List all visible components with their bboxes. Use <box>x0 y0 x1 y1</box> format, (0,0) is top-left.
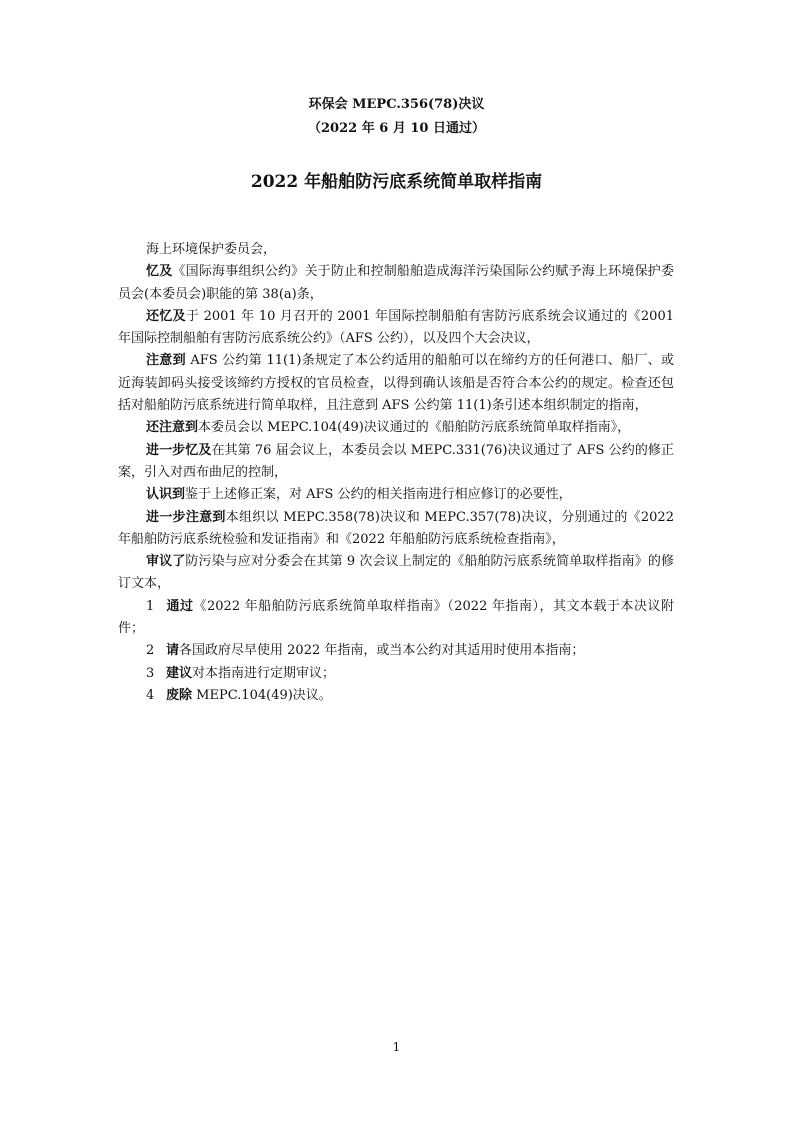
preamble-text: 于 2001 年 10 月召开的 2001 年国际控制船舶有害防污底系统会议通过的《2001 年国际控制船舶有害防污底系统公约》（AFS 公约），以及四个大会决议， <box>118 308 674 347</box>
preamble-lead: 忆及 <box>146 264 173 280</box>
preamble-paragraph <box>118 484 674 506</box>
operative-text: MEPC.104(49)决议。 <box>192 687 332 703</box>
preamble-text: 本组织以 MEPC.358(78)决议和 MEPC.357(78)决议，分别通过的《2022 年船舶防污底系统检验和发证指南》和《2022 年船舶防污底系统检查指南》， <box>118 509 674 547</box>
preamble-text: AFS 公约第 11(1)条规定了本公约适用的船舶可以在缔约方的任何港口、船厂、或近海装卸码头接受该缔约方授权的官员检查，以得到确认该船是否符合本公约的规定。检查还包括对船舶防污底系统进行简单取样，且注意到 AFS 公约第 11(1)条引述本组织制定的指南， <box>118 353 674 414</box>
preamble-text: 鉴于上述修正案，对 AFS 公约的相关指南进行相应修订的必要性， <box>185 487 572 503</box>
preamble-lead: 进一步忆及 <box>146 442 212 458</box>
operative-lead: 废除 <box>166 687 193 703</box>
operative-text: 各国政府尽早使用 2022 年指南，或当本公约对其适用时使用本指南； <box>179 643 585 659</box>
operative-number: 4 <box>146 687 155 703</box>
operative-number: 2 <box>146 643 155 659</box>
preamble-paragraph <box>118 350 674 417</box>
operative-text: 对本指南进行定期审议； <box>192 665 336 681</box>
preamble-lead: 注意到 <box>146 353 186 369</box>
preamble-lead: 审议了 <box>146 554 186 570</box>
preamble-paragraph <box>118 261 674 306</box>
preamble-lead: 还忆及 <box>146 308 186 324</box>
preamble-lead: 还注意到 <box>146 420 199 436</box>
preamble-text: 本委员会以 MEPC.104(49)决议通过的《船舶防污底系统简单取样指南》， <box>198 420 631 436</box>
preamble-paragraph <box>118 239 674 261</box>
operative-paragraph <box>118 640 674 662</box>
resolution-header <box>0 93 793 141</box>
operative-lead: 通过 <box>166 598 194 614</box>
preamble-paragraph <box>118 551 674 596</box>
preamble-text: 在其第 76 届会议上，本委员会以 MEPC.331(76)决议通过了 AFS 公约的修正案，引入对西布曲尼的控制， <box>118 442 674 480</box>
adoption-date: （2022 年 6 月 10 日通过） <box>308 121 485 136</box>
operative-lead: 请 <box>166 643 180 659</box>
page-number: 1 <box>392 1040 401 1054</box>
preamble-text: 《国际海事组织公约》关于防止和控制船舶造成海洋污染国际公约赋予海上环境保护委员会(本委员会)职能的第 38(a)条， <box>118 264 674 302</box>
preamble-text: 防污染与应对分委会在其第 9 次会议上制定的《船舶防污底系统简单取样指南》的修订文本， <box>118 554 674 592</box>
operative-number: 3 <box>146 665 155 681</box>
operative-paragraph <box>118 663 674 685</box>
document-body <box>118 239 674 707</box>
operative-paragraph <box>118 596 674 641</box>
resolution-number: 环保会 MEPC.356(78)决议 <box>308 97 485 112</box>
preamble-paragraph <box>118 306 674 351</box>
operative-paragraph <box>118 685 674 707</box>
preamble-paragraph <box>118 440 674 485</box>
preamble-lead: 认识到 <box>146 487 186 503</box>
operative-text: 《2022 年船舶防污底系统简单取样指南》（2022 年指南），其文本载于本决议附件； <box>118 598 674 637</box>
preamble-paragraph <box>118 507 674 552</box>
document-title: 2022 年船舶防污底系统简单取样指南 <box>250 172 543 192</box>
operative-lead: 建议 <box>166 665 193 681</box>
preamble-text: 海上环境保护委员会， <box>146 242 277 257</box>
preamble-paragraph <box>118 417 674 439</box>
preamble-lead: 进一步注意到 <box>146 509 226 525</box>
operative-number: 1 <box>146 598 155 614</box>
